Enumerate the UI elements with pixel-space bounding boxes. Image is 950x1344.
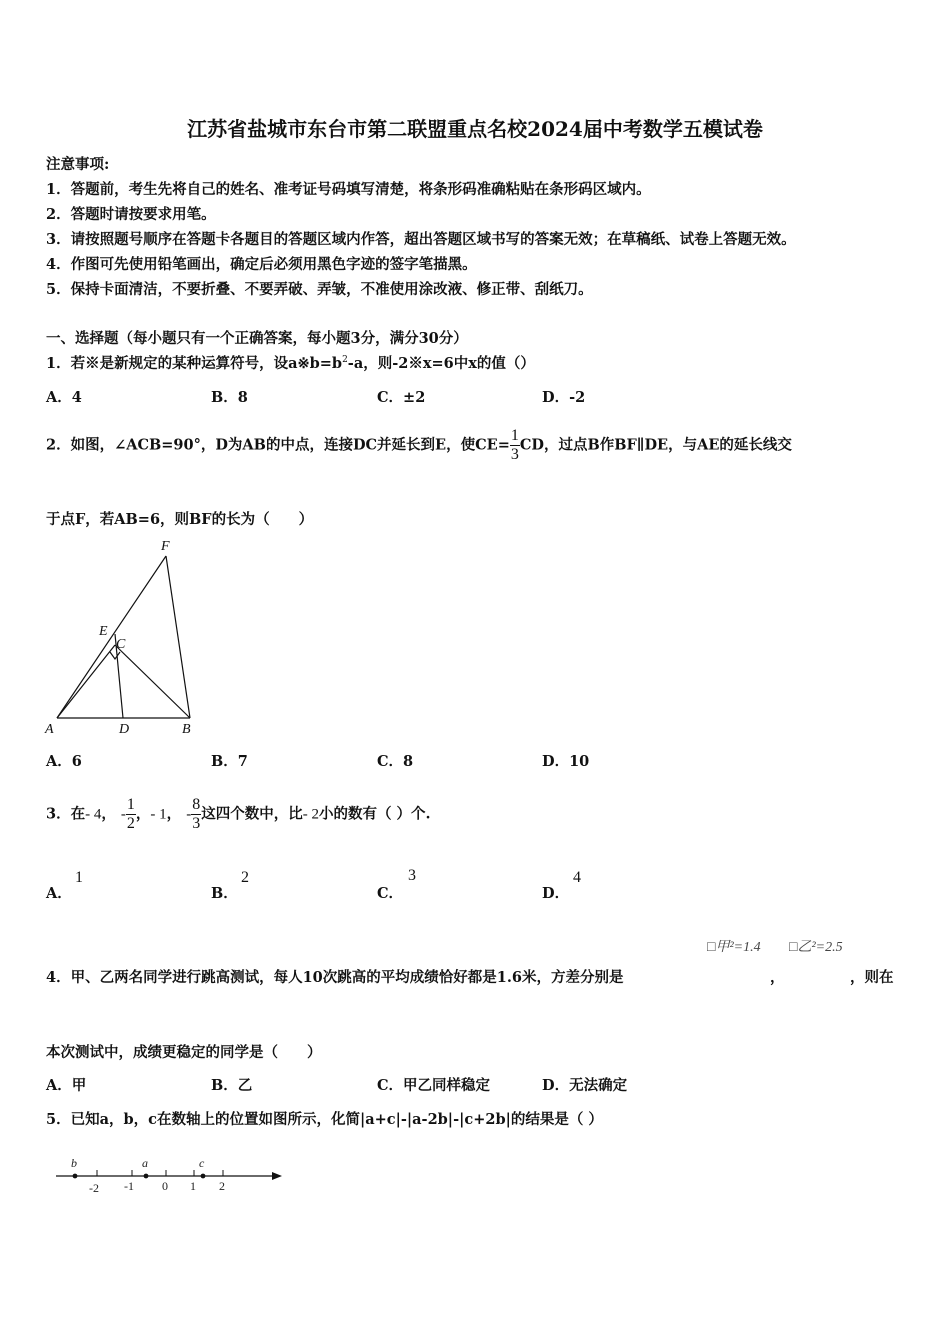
tick-label: -2 [89, 1181, 99, 1195]
label-b: B [182, 722, 191, 737]
q3-fraction-1: $\frac{1}{2}$ [126, 796, 135, 832]
label-a: a [142, 1156, 148, 1170]
triangle-figure [40, 535, 210, 740]
q3-lead: 3．在 [46, 805, 86, 823]
axis-arrow-icon [272, 1172, 282, 1180]
label-c: c [199, 1156, 205, 1170]
q4-option-b[interactable]: B．乙 [211, 1077, 253, 1094]
q3-option-c-value: 3 [408, 867, 416, 884]
q1-option-a[interactable]: A．4 [46, 389, 82, 406]
label-d: D [119, 722, 130, 737]
q2-option-c[interactable]: C．8 [377, 753, 414, 770]
section-heading: 一、选择题（每小题只有一个正确答案，每小题3分，满分30分） [46, 330, 468, 347]
q3-mid: 这四个数中，比 [201, 805, 303, 823]
q3-option-a[interactable]: A． [46, 885, 72, 902]
label-b: b [71, 1156, 77, 1170]
segment-ac [57, 645, 115, 718]
notice-heading: 注意事项: [46, 156, 110, 173]
q4-tail: ，则在 [850, 969, 894, 986]
page-title: 江苏省盐城市东台市第二联盟重点名校2024届中考数学五模试卷 [187, 117, 763, 141]
q3-option-c[interactable]: C． [377, 885, 404, 902]
q3-sep: ， [135, 805, 151, 823]
q3-sep: ， [166, 805, 182, 823]
q2-line2: 于点F，若AB=6，则BF的长为（ ） [46, 511, 314, 528]
tick-label: 1 [190, 1179, 196, 1193]
q2-text-a: 2．如图，∠ACB=90°，D为AB的中点，连接DC并延长到E，使CE= [46, 436, 510, 454]
q2-option-d[interactable]: D．10 [542, 753, 590, 770]
q3-num1: - 4 [85, 806, 102, 823]
q3-fraction-2: $\frac{8}{3}$ [192, 796, 201, 832]
tick-label: -1 [124, 1179, 134, 1193]
q3-num3: - 1 [150, 806, 167, 823]
q3-option-a-value: 1 [75, 869, 83, 886]
q4-option-d[interactable]: D．无法确定 [542, 1077, 628, 1094]
question-1 [46, 352, 535, 373]
label-f: F [161, 539, 170, 554]
q3-option-d-value: 4 [573, 869, 581, 886]
question-4: 4．甲、乙两名同学进行跳高测试，每人10次跳高的平均成绩恰好都是1.6米，方差分别是 [46, 969, 624, 986]
q1-sup: 2 [342, 355, 348, 366]
q3-option-d[interactable]: D． [542, 885, 570, 902]
tick-label: 2 [219, 1179, 225, 1193]
label-c: C [116, 637, 126, 652]
q2-option-b[interactable]: B．7 [211, 753, 248, 770]
q2-text-b: CD，过点B作BF∥DE，与AE的延长线交 [519, 436, 792, 454]
point-a [144, 1174, 149, 1179]
q1-text-b: -a，则-2※x=6中x的值（） [347, 355, 535, 372]
q3-sep: ， [101, 805, 116, 823]
q1-text-a: 1．若※是新规定的某种运算符号，设a※b=b [46, 355, 343, 372]
label-a: A [45, 722, 54, 737]
q3-option-b[interactable]: B． [211, 885, 238, 902]
point-c [201, 1174, 206, 1179]
segment-cb [115, 645, 190, 718]
q1-option-d[interactable]: D．-2 [542, 389, 586, 406]
question-3 [46, 796, 431, 833]
q4-option-c[interactable]: C．甲乙同样稳定 [377, 1077, 491, 1094]
question-2 [46, 427, 792, 464]
notice-item: 5．保持卡面清洁，不要折叠、不要弄破、弄皱，不准使用涂改液、修正带、刮纸刀。 [46, 281, 593, 298]
number-line [50, 1150, 290, 1200]
q4-option-a[interactable]: A．甲 [46, 1077, 87, 1094]
q1-option-c[interactable]: C．±2 [377, 389, 426, 406]
notice-item: 4．作图可先使用铅笔画出，确定后必须用黑色字迹的签字笔描黑。 [46, 256, 477, 273]
q3-num5: - 2 [302, 806, 319, 823]
notice-item: 3．请按照题号顺序在答题卡各题目的答题区域内作答，超出答题区域书写的答案无效；在草稿纸、试卷上答题无效。 [46, 231, 796, 248]
variance-yi: □乙²=2.5 [789, 940, 843, 955]
point-b [73, 1174, 78, 1179]
variance-jia: □甲²=1.4 [707, 940, 761, 955]
right-angle-mark [110, 652, 120, 659]
tick-label: 0 [162, 1179, 168, 1193]
q4-line2: 本次测试中，成绩更稳定的同学是（ ） [46, 1044, 322, 1061]
question-5: 5．已知a，b，c在数轴上的位置如图所示，化简|a+c|-|a-2b|-|c+2b|的结果是（ ） [46, 1111, 603, 1128]
q1-option-b[interactable]: B．8 [211, 389, 248, 406]
segment-fb [166, 556, 190, 718]
q3-option-b-value: 2 [241, 869, 249, 886]
q3-neg: - [120, 806, 126, 823]
notice-item: 2．答题时请按要求用笔。 [46, 206, 216, 223]
notice-item: 1．答题前，考生先将自己的姓名、准考证号码填写清楚，将条形码准确粘贴在条形码区域内。 [46, 181, 651, 198]
q4-comma: ， [770, 969, 785, 986]
segment-af [57, 556, 166, 718]
q3-tail: 小的数有（ ）个. [318, 805, 431, 823]
label-e: E [99, 624, 108, 639]
q2-fraction: $\frac{1}{3}$ [510, 427, 519, 463]
q2-option-a[interactable]: A．6 [46, 753, 82, 770]
q3-neg: - [186, 806, 192, 823]
